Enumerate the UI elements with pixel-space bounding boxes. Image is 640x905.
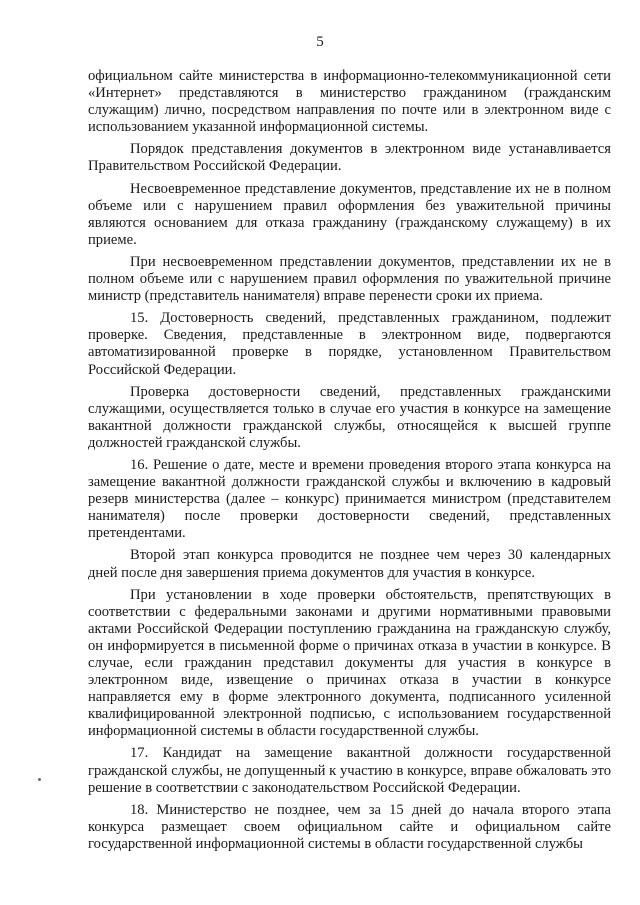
paragraph-refusal-notification: При установлении в ходе проверки обстоятельств, препятствующих в соответствии с федеральными законами и другими нормативными правовыми актами Российской Федерации поступлению гражданина на гражданскую службу, он информируется в письменной форме о причинах отказа в участии в конкурсе. В случае, если гражданин представил документы для участия в конкурсе в электронном виде, извещение о причинах отказа в участии в конкурсе направляется ему в форме электронного документа, подписанного усиленной квалифицированной электронной подписью, с использованием государственной информационной системы в области государственной службы. [88,586,611,740]
paragraph-verification-civil-servants: Проверка достоверности сведений, представленных гражданскими служащими, осуществляется только в случае его участия в конкурсе на замещение вакантной должности гражданской службы, относящейся к высшей группе должностей гражданской службы. [88,383,611,451]
paragraph-continuation: официальном сайте министерства в информационно-телекоммуникационной сети «Интернет» представляются в министерство гражданином (гражданским служащим) лично, посредством направления по почте или в электронном виде с использованием указанной информационной системы. [88,68,611,136]
paragraph-item-17: 17. Кандидат на замещение вакантной должности государственной гражданской службы, не допущенный к участию в конкурсе, вправе обжаловать это решение в соответствии с законодательством Российской Федерации. [88,745,611,796]
document-body [88,68,611,853]
paragraph-submission-procedure: Порядок представления документов в электронном виде устанавливается Правительством Российской Федерации. [88,141,611,175]
page-number: 5 [316,34,324,50]
paragraph-item-15: 15. Достоверность сведений, представленных гражданином, подлежит проверке. Сведения, представленные в электронном виде, подвергаются автоматизированной проверке в порядке, установленном Правительством Российской Федерации. [88,310,611,378]
margin-mark [38,778,41,781]
paragraph-item-18: 18. Министерство не позднее, чем за 15 дней до начала второго этапа конкурса размещает своем официальном сайте и официальном сайте государственной информационной системы в области государственной службы [88,801,611,852]
paragraph-late-submission-refusal: Несвоевременное представление документов, представление их не в полном объеме или с нарушением правил оформления без уважительной причины являются основанием для отказа гражданину (гражданскому служащему) в их приеме. [88,180,611,248]
paragraph-second-stage-deadline: Второй этап конкурса проводится не позднее чем через 30 календарных дней после дня завершения приема документов для участия в конкурсе. [88,547,611,581]
paragraph-late-submission-valid-reason: При несвоевременном представлении документов, представлении их не в полном объеме или с нарушением правил оформления по уважительной причине министр (представитель нанимателя) вправе перенести сроки их приема. [88,253,611,305]
paragraph-item-16: 16. Решение о дате, месте и времени проведения второго этапа конкурса на замещение вакантной должности гражданской службы и включению в кадровый резерв министерства (далее – конкурс) принимается министром (представителем нанимателя) после проверки достоверности сведений, представленных претендентами. [88,456,611,542]
